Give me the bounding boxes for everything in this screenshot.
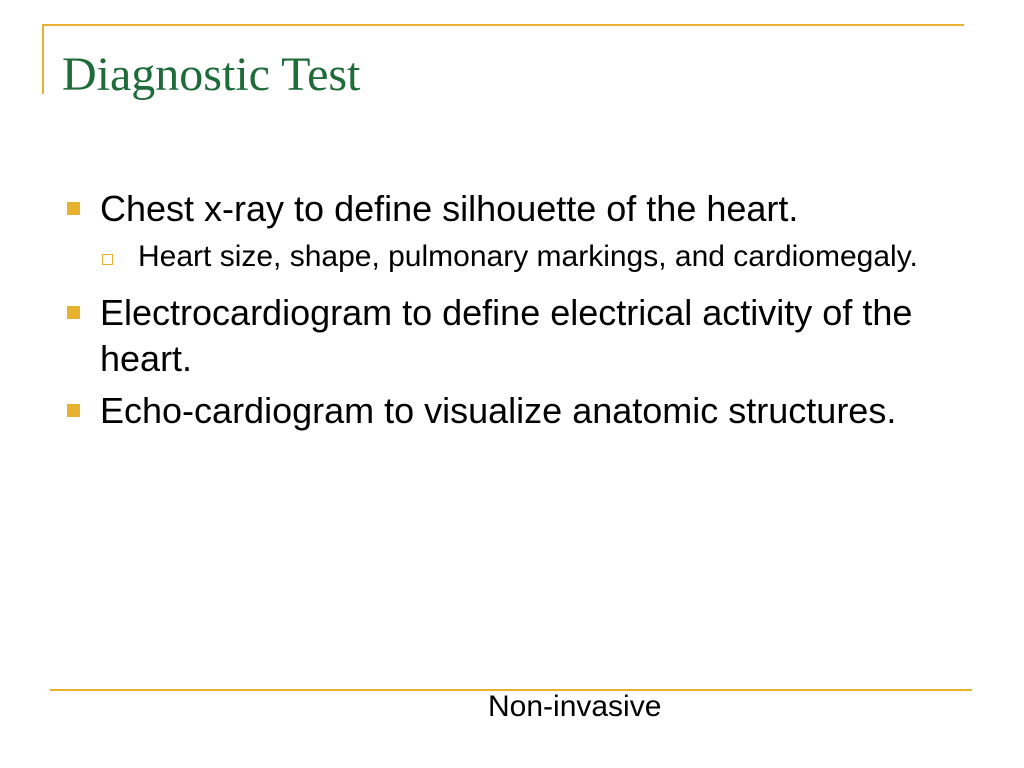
square-bullet-icon <box>67 404 80 417</box>
bullet-item <box>62 388 962 434</box>
bullet-item <box>62 290 962 382</box>
footer-note: Non-invasive <box>488 690 662 723</box>
bullet-list <box>62 186 962 434</box>
sub-bullet-text: Heart size, shape, pulmonary markings, and cardiomegaly. <box>138 240 918 273</box>
bullet-item <box>62 186 962 232</box>
sub-bullet-list <box>100 238 962 276</box>
bullet-text: Electrocardiogram to define electrical activity of the heart. <box>100 292 913 379</box>
frame-left-line <box>42 24 44 94</box>
slide-title: Diagnostic Test <box>62 48 361 101</box>
hollow-square-bullet-icon <box>102 254 113 265</box>
bullet-text: Echo-cardiogram to visualize anatomic structures. <box>100 390 897 431</box>
sub-bullet-item <box>100 238 962 276</box>
frame-top-line <box>42 24 964 26</box>
square-bullet-icon <box>67 202 80 215</box>
square-bullet-icon <box>67 306 80 319</box>
bullet-text: Chest x-ray to define silhouette of the heart. <box>100 188 799 229</box>
